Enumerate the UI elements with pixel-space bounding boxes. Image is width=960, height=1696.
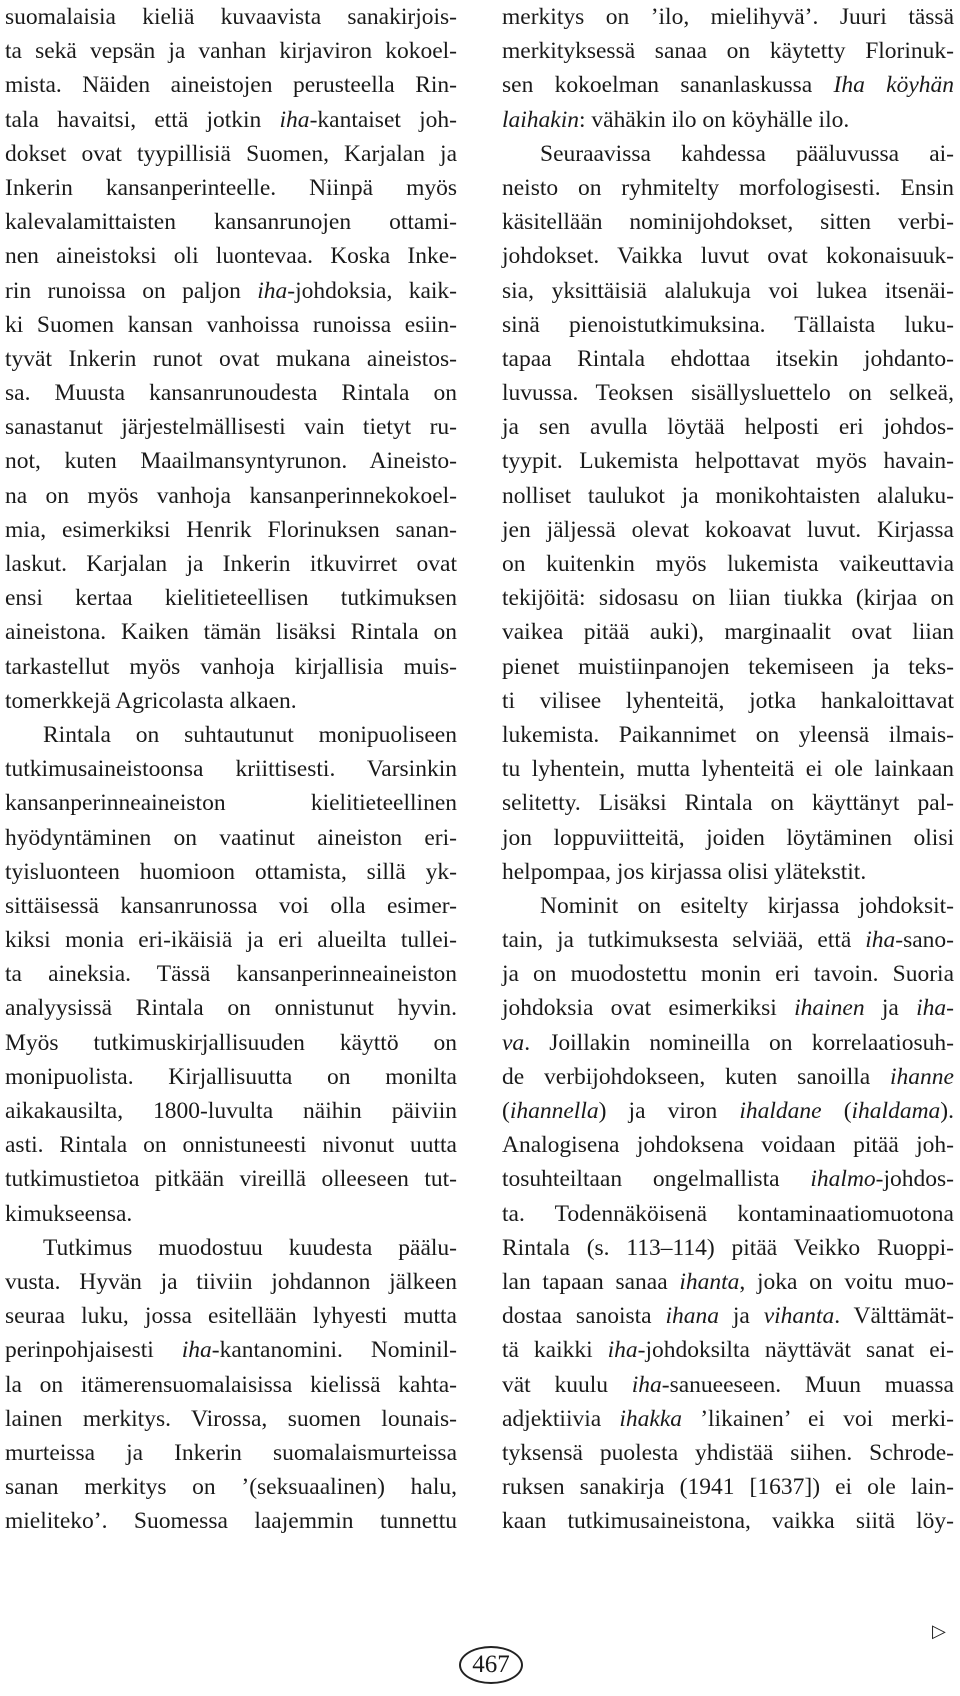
text-line: kiksi monia eri-ikäisiä ja eri alueilta tullei- <box>5 927 457 954</box>
text-line: monipuolista. Kirjallisuutta on monilta <box>5 1063 457 1090</box>
text-line: mista. Näiden aineistojen perusteella Rin- <box>5 72 457 99</box>
text-line: lan tapaan sanaa ihanta, joka on voitu muo- <box>502 1268 955 1295</box>
text-line: asti. Rintala on onnistuneesti nivonut uutta <box>5 1132 457 1159</box>
text-line: aikakausilta, 1800-luvulta näihin päiviin <box>5 1098 457 1124</box>
text-line: nen aineistoksi oli luontevaa. Koska Inke- <box>5 243 457 270</box>
text-line: pienet muistiinpanojen tekemiseen ja teks- <box>502 653 954 680</box>
continue-arrow-icon: ▷ <box>932 1621 946 1642</box>
text-line: selitetty. Lisäksi Rintala on käyttänyt pal- <box>502 790 954 817</box>
text-line: kimukseensa. <box>5 1200 133 1227</box>
text-line: aineistona. Kaiken tämän lisäksi Rintala on <box>5 619 457 646</box>
text-line: tutkimusaineistoonsa kriittisesti. Varsinkin <box>5 756 457 783</box>
text-line: sittäisessä kansanrunossa voi olla esimer- <box>5 892 457 919</box>
text-line: kansanperinneaineiston kielitieteellinen <box>5 790 457 817</box>
text-line: tyypit. Lukemista helpottavat myös havain- <box>502 448 954 475</box>
right-column <box>502 0 954 1538</box>
text-line: lainen merkitys. Virossa, suomen lounais- <box>5 1405 457 1432</box>
text-line: Analogisena johdoksena voidaan pitää joh- <box>502 1132 954 1159</box>
text-line: analyysissä Rintala on onnistunut hyvin. <box>5 995 457 1022</box>
text-line: tosuhteiltaan ongelmallista ihalmo-johdos- <box>502 1166 954 1193</box>
text-line: tapaa Rintala ehdottaa itsekin johdanto- <box>502 345 954 372</box>
text-line: not, kuten Maailmansyntyrunon. Aineisto- <box>5 448 457 475</box>
text-line: Nominit on esitelty kirjassa johdoksit- <box>540 892 954 919</box>
text-line: tä kaikki iha-johdoksilta näyttävät sanat ei- <box>502 1337 955 1364</box>
text-line: laskut. Karjalan ja Inkerin itkuvirret ovat <box>5 551 457 577</box>
text-line: va. Joillakin nomineilla on korrelaatiosuh- <box>502 1029 954 1056</box>
text-line: mia, esimerkiksi Henrik Florinuksen sanan- <box>5 516 457 543</box>
text-line: ensi kertaa kielitieteellisen tutkimuksen <box>5 585 457 612</box>
text-line: vusta. Hyvän ja tiiviin johdannon jälkeen <box>5 1268 457 1295</box>
text-line: dostaa sanoista ihana ja vihanta. Välttämät- <box>502 1303 954 1330</box>
text-line: tarkastellut myös vanhoja kirjallisia muis- <box>5 653 457 680</box>
text-line: ta aineksia. Tässä kansanperinneaineiston <box>5 961 457 988</box>
text-line: dokset ovat tyypillisiä Suomen, Karjalan ja <box>5 140 457 167</box>
text-line: on kuitenkin myös lukemista vaikeuttavia <box>502 551 954 577</box>
text-line: johdoksia ovat esimerkiksi ihainen ja iha- <box>502 995 954 1022</box>
text-line: suomalaisia kieliä kuvaavista sanakirjois- <box>5 4 457 30</box>
text-line: seuraa luku, jossa esitellään lyhyesti mutta <box>5 1303 457 1330</box>
text-line: vaikea pitää auki), marginaalit ovat liian <box>502 619 954 646</box>
text-line: Myös tutkimuskirjallisuuden käyttö on <box>5 1029 457 1056</box>
text-line: Inkerin kansanperinteelle. Niinpä myös <box>5 174 457 201</box>
text-line: perinpohjaisesti iha-kantanomini. Nominil- <box>5 1337 457 1364</box>
text-line: (ihannella) ja viron ihaldane (ihaldama). <box>502 1098 954 1124</box>
text-line: ruksen sanakirja (1941 [1637]) ei ole lain- <box>502 1474 954 1501</box>
text-line: murteissa ja Inkerin suomalaismurteissa <box>5 1439 457 1466</box>
text-line: tu lyhentein, mutta lyhenteitä ei ole lainkaan <box>502 756 954 783</box>
text-line: jen jäljessä olevat kokoavat luvut. Kirjassa <box>502 516 954 543</box>
text-line: vät kuulu iha-sanueeseen. Muun muassa <box>502 1371 954 1398</box>
page-number <box>459 1646 523 1684</box>
text-line: sanastanut järjestelmällisesti vain tietyt ru- <box>5 414 457 441</box>
text-line: ki Suomen kansan vanhoissa runoissa esiin- <box>5 311 457 338</box>
text-line: kalevalamittaisten kansanrunojen ottami- <box>5 209 457 236</box>
text-line: Tutkimus muodostuu kuudesta päälu- <box>43 1234 457 1261</box>
text-line: sanan merkitys on ’(seksuaalinen) halu, <box>5 1474 457 1501</box>
text-line: lukemista. Paikannimet on yleensä ilmais- <box>502 721 954 748</box>
text-line: rin runoissa on paljon iha-johdoksia, kaik- <box>5 277 458 304</box>
text-line: käsitellään nominijohdokset, sitten verbi- <box>502 209 954 236</box>
text-line: ta. Todennäköisenä kontaminaatiomuotona <box>502 1200 954 1227</box>
text-line: ti vilisee lyhenteitä, jotka hankaloittavat <box>502 687 954 714</box>
text-line: hyödyntäminen on vaatinut aineiston eri- <box>5 824 457 851</box>
text-line: neisto on ryhmitelty morfologisesti. Ensin <box>502 174 954 201</box>
left-column <box>5 0 457 1538</box>
text-line: ja on muodostettu monin eri tavoin. Suoria <box>502 961 954 988</box>
text-line: Rintala on suhtautunut monipuoliseen <box>43 721 457 748</box>
text-line: tyvät Inkerin runot ovat mukana aineistos- <box>5 345 457 372</box>
text-line: laihakin: vähäkin ilo on köyhälle ilo. <box>502 106 850 133</box>
text-line: tain, ja tutkimuksesta selviää, että iha-sano- <box>502 927 954 954</box>
text-line: tyisluonteen huomioon ottamista, sillä yk- <box>5 858 457 885</box>
text-line: ta sekä vepsän ja vanhan kirjaviron kokoel- <box>5 38 457 65</box>
text-line: la on itämerensuomalaisissa kielissä kahta- <box>5 1371 457 1398</box>
text-line: tutkimustietoa pitkään vireillä olleeseen tut- <box>5 1166 457 1193</box>
text-line: Rintala (s. 113–114) pitää Veikko Ruoppi- <box>502 1234 954 1261</box>
text-line: sia, yksittäisiä alalukuja voi lukea itsenäi- <box>502 277 954 304</box>
text-line: tala havaitsi, että jotkin iha-kantaiset joh- <box>5 106 457 133</box>
text-line: johdokset. Vaikka luvut ovat kokonaisuuk- <box>502 243 954 270</box>
page-number-label: 467 <box>472 1651 510 1678</box>
text-line: tyksensä puolesta yhdistää siihen. Schrode- <box>502 1439 954 1466</box>
text-line: Seuraavissa kahdessa pääluvussa ai- <box>540 140 954 167</box>
text-line: merkityksessä sanaa on käytetty Florinuk- <box>502 38 954 65</box>
text-line: nolliset taulukot ja monikohtaisten alaluku- <box>502 482 954 509</box>
text-line: sen kokoelman sananlaskussa Iha köyhän <box>502 72 955 99</box>
text-line: na on myös vanhoja kansanperinnekokoel- <box>5 482 457 509</box>
text-line: helpompaa, jos kirjassa olisi ylätekstit. <box>502 858 867 885</box>
text-line: mieliteko’. Suomessa laajemmin tunnettu <box>5 1508 457 1535</box>
text-line: tekijöitä: sidosasu on liian tiukka (kirjaa on <box>502 585 954 612</box>
text-line: ja sen avulla löytää helposti eri johdos- <box>502 414 954 441</box>
text-line: tomerkkejä Agricolasta alkaen. <box>5 687 297 714</box>
text-line: luvussa. Teoksen sisällysluettelo on selkeä, <box>502 380 954 407</box>
text-line: adjektiivia ihakka ’likainen’ ei voi merki- <box>502 1405 954 1432</box>
text-line: kaan tutkimusaineistona, vaikka siitä löy- <box>502 1508 954 1535</box>
text-line: sa. Muusta kansanrunoudesta Rintala on <box>5 380 457 407</box>
text-line: sinä pienoistutkimuksina. Tällaista luku- <box>502 311 954 338</box>
text-line: jon loppuviitteitä, joiden löytäminen olisi <box>502 824 954 851</box>
text-line: merkitys on ’ilo, mielihyvä’. Juuri tässä <box>502 4 954 30</box>
text-line: de verbijohdokseen, kuten sanoilla ihanne <box>502 1063 954 1090</box>
